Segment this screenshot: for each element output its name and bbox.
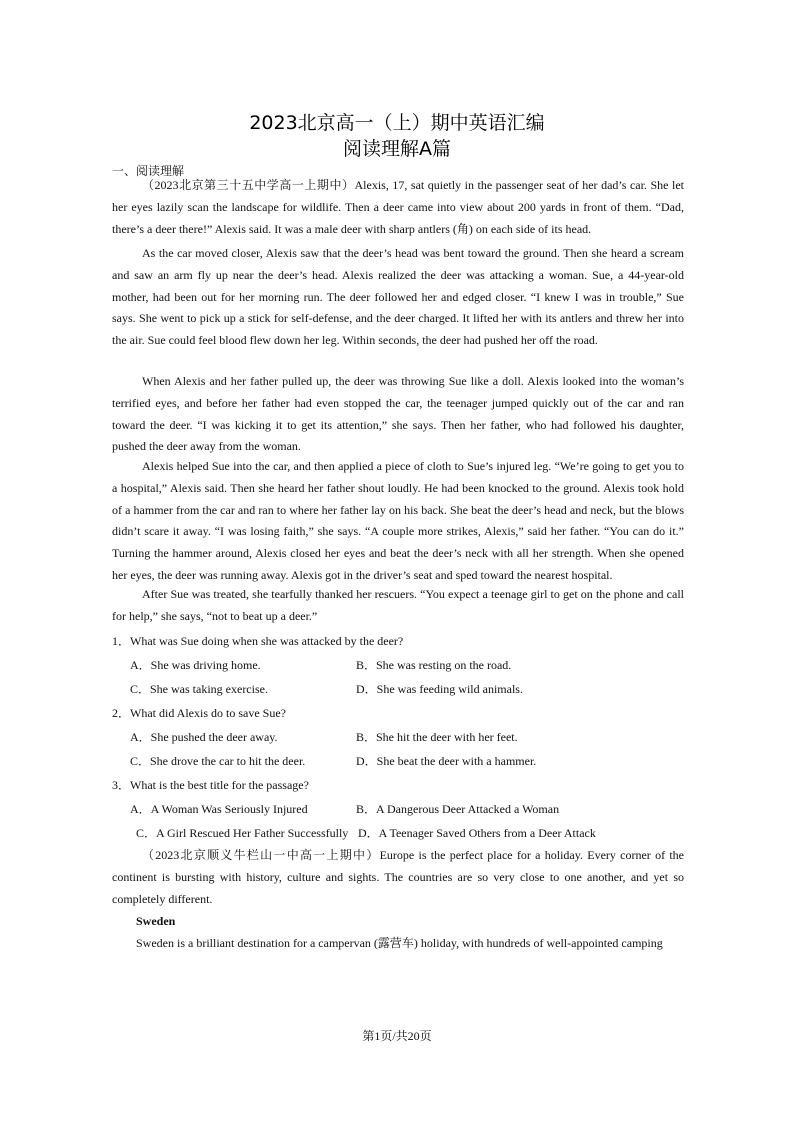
document-title: 2023北京高一（上）期中英语汇编 (249, 112, 545, 134)
question-3-option-c: C．A Girl Rescued Her Father Successfully (136, 826, 349, 840)
section-label: 一、阅读理解 (112, 164, 185, 178)
question-1-option-c: C．She was taking exercise. (130, 682, 268, 696)
passage-a-paragraph-5: After Sue was treated, she tearfully thanked her rescuers. “You expect a teenage girl to get on the phone and call for help,” she says, “not to beat up a deer.” (112, 587, 684, 623)
question-1-option-b: B．She was resting on the road. (356, 658, 512, 672)
question-2-option-c: C．She drove the car to hit the deer. (130, 754, 306, 768)
passage-b-subheading: Sweden (136, 914, 176, 928)
question-3-option-b: B．A Dangerous Deer Attacked a Woman (356, 802, 560, 816)
passage-a-paragraph-4: Alexis helped Sue into the car, and then applied a piece of cloth to Sue’s injured leg. “We’re going to get you to a hospital,” Alexis said. Then she heard her father shout loudly. He had been knocked to the ground. Alexis took hold of a hammer from the car and ran to where her father lay on his back. She beat the deer’s head and neck, but the blows didn’t scare it away. “I was losing faith,” she says. “A couple more strikes, Alexis,” said her father. “You can do it.” Turning the hammer around, Alexis closed her eyes and beat the deer’s neck with all her strength. When she opened her eyes, the deer was running away. Alexis got in the driver’s seat and sped toward the nearest hospital. (112, 459, 684, 582)
question-2-option-b: B．She hit the deer with her feet. (356, 730, 518, 744)
passage-b-intro: （2023北京顺义牛栏山一中高一上期中）Europe is the perfect place for a holiday. Every corner of the continent is bursting with history, culture and sights. The countries are so very close to one another, and yet so completely different. (112, 848, 684, 906)
question-1-option-a: A．She was driving home. (130, 658, 261, 672)
passage-a-paragraph-2: As the car moved closer, Alexis saw that the deer’s head was bent toward the ground. Then she heard a scream and saw an arm fly up near the deer’s head. Alexis realized the deer was attacking a woman. Sue, a 44-year-old mother, had been out for her morning run. The deer followed her and edged closer. “I knew I was in trouble,” Sue says. She went to pick up a stick for self-defense, and the deer charged. It lifted her with its antlers and threw her into the air. Sue could feel blood flew down her leg. Within seconds, the deer had pushed her off the road. (112, 246, 684, 348)
question-2-option-a: A．She pushed the deer away. (130, 730, 278, 744)
question-3-stem: 3．What is the best title for the passage? (112, 778, 309, 792)
question-2-option-d: D．She beat the deer with a hammer. (356, 754, 537, 768)
passage-a-paragraph-3: When Alexis and her father pulled up, the deer was throwing Sue like a doll. Alexis looked into the woman’s terrified eyes, and before her father had even stopped the car, the teenager jumped quickly out of the car and ran toward the deer. “I was kicking it to get its attention,” she says. Then her father, who had followed his daughter, pushed the deer away from the woman. (112, 374, 684, 454)
page-footer: 第1页/共20页 (362, 1029, 432, 1043)
question-3-option-d: D．A Teenager Saved Others from a Deer Attack (358, 826, 596, 840)
passage-b-paragraph: Sweden is a brilliant destination for a campervan (露营车) holiday, with hundreds of well-appointed camping (136, 936, 663, 950)
question-2-stem: 2．What did Alexis do to save Sue? (112, 706, 286, 720)
passage-a-paragraph-1: （2023北京第三十五中学高一上期中）Alexis, 17, sat quietly in the passenger seat of her dad’s car. She let her eyes lazily scan the landscape for wildlife. Then a deer came into view about 200 yards in front of them. “Dad, there’s a deer there!” Alexis said. It was a male deer with sharp antlers (角) on each side of its head. (112, 178, 684, 236)
document-subtitle: 阅读理解A篇 (343, 138, 451, 160)
question-3-option-a: A．A Woman Was Seriously Injured (130, 802, 308, 816)
question-1-option-d: D．She was feeding wild animals. (356, 682, 523, 696)
question-1-stem: 1．What was Sue doing when she was attacked by the deer? (112, 634, 404, 648)
